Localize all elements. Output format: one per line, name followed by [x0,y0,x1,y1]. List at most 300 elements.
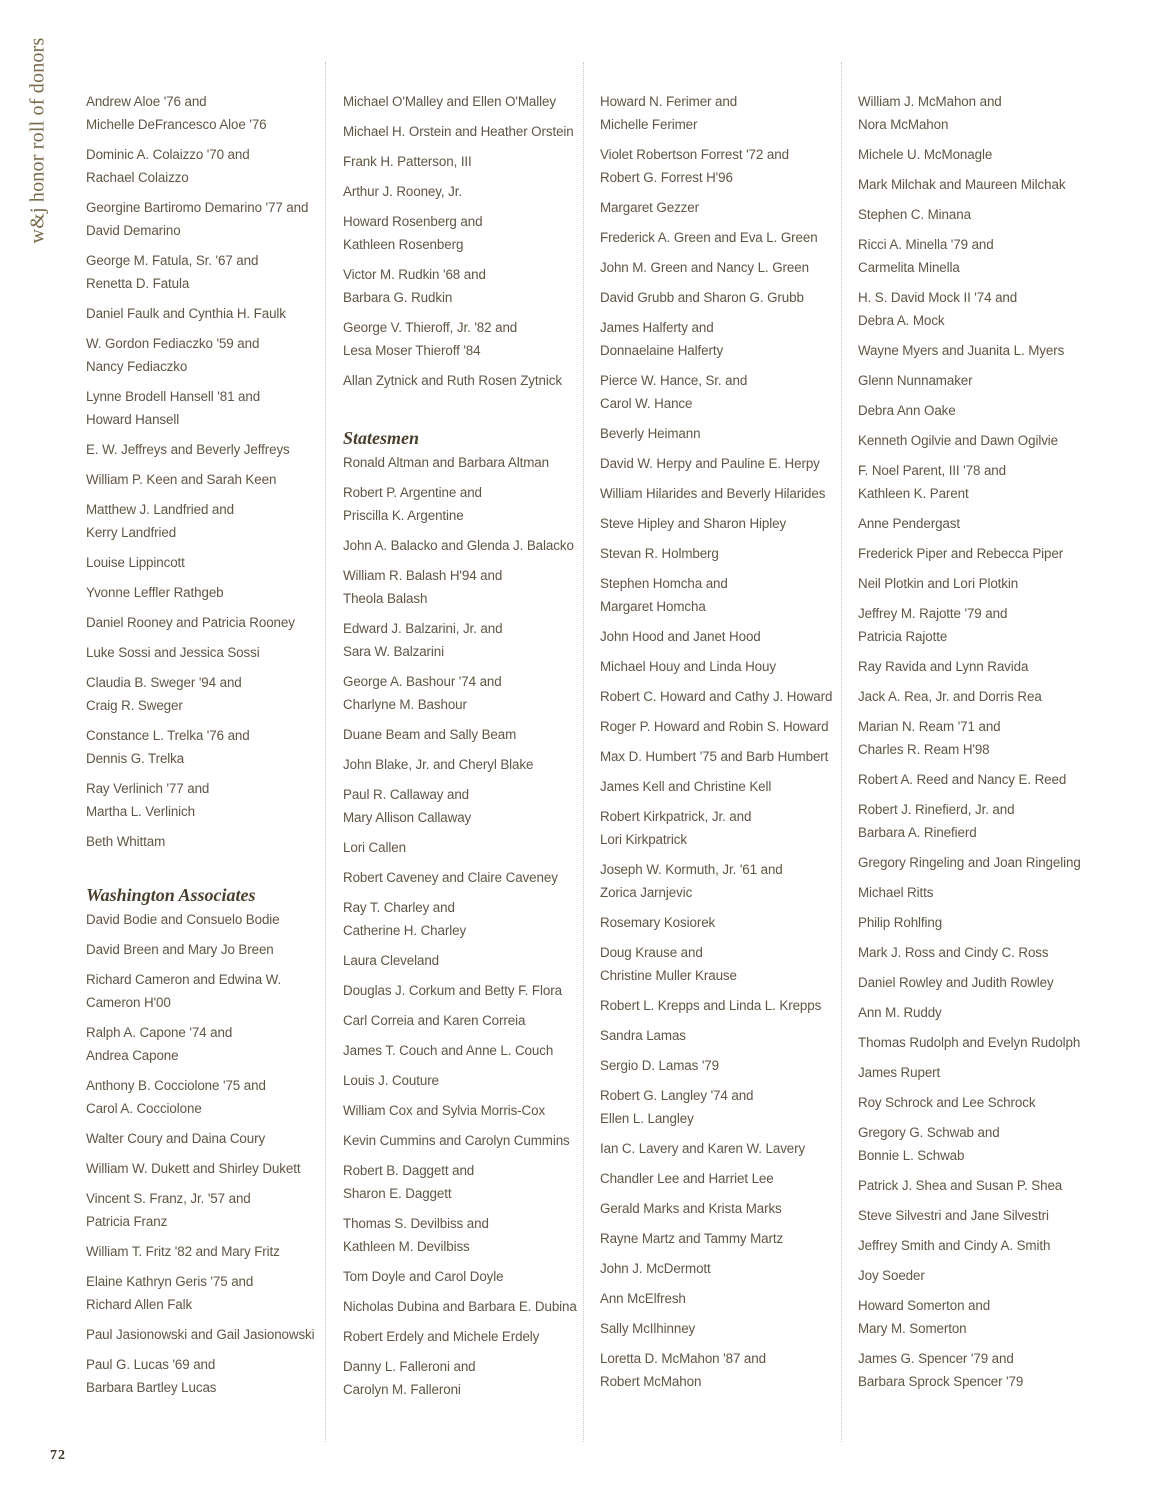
donor-name-line: Duane Beam and Sally Beam [343,727,517,742]
donor-name-line: Georgine Bartiromo Demarino '77 and [86,200,309,215]
donor-entry [600,745,845,768]
donor-name-line: John Blake, Jr. and Cheryl Blake [343,757,534,772]
donor-entry [858,851,1103,874]
donor-name-line: Stevan R. Holmberg [600,546,719,561]
donor-name-continuation: Renetta D. Fatula [86,276,190,291]
donor-name-line: Elaine Kathryn Geris '75 and [86,1274,254,1289]
donor-name-line: Louise Lippincott [86,555,185,570]
donor-name-continuation: Kathleen Rosenberg [343,237,464,252]
donor-name-line: Ronald Altman and Barbara Altman [343,455,549,470]
donor-entry [600,256,845,279]
donor-name-continuation: Priscilla K. Argentine [343,508,464,523]
donor-entry [600,1024,845,1047]
donor-entry [86,671,331,717]
donor-name-line: Roy Schrock and Lee Schrock [858,1095,1036,1110]
donor-level-heading: Washington Associates [86,885,256,905]
donor-entry [86,90,331,136]
donor-name-continuation: Robert McMahon [600,1374,702,1389]
donor-name-line: Thomas S. Devilbiss and [343,1216,489,1231]
donor-entry [86,1270,331,1316]
donor-entry [600,911,845,934]
donor-name-continuation: Michelle Ferimer [600,117,698,132]
donor-entry [343,90,588,113]
donor-name-continuation: Mary M. Somerton [858,1321,967,1336]
donor-name-line: John Hood and Janet Hood [600,629,761,644]
donor-name-line: Robert C. Howard and Cathy J. Howard [600,689,833,704]
donor-name-line: John A. Balacko and Glenda J. Balacko [343,538,574,553]
donor-entry [858,768,1103,791]
donor-name-continuation: Craig R. Sweger [86,698,183,713]
donor-name-line: Jeffrey Smith and Cindy A. Smith [858,1238,1051,1253]
donor-entry [86,468,331,491]
donor-name-continuation: Barbara G. Rudkin [343,290,453,305]
donor-name-line: Howard Rosenberg and [343,214,483,229]
donor-name-line: Marian N. Ream '71 and [858,719,1001,734]
donor-name-continuation: Theola Balash [343,591,428,606]
donor-entry [86,724,331,770]
donor-entry [600,542,845,565]
donor-entry [600,858,845,904]
donor-name-line: Rosemary Kosiorek [600,915,716,930]
donor-name-line: Doug Krause and [600,945,703,960]
donor-entry [86,1353,331,1399]
donor-name-line: Beth Whittam [86,834,166,849]
donor-entry [86,438,331,461]
donor-name-line: Robert Kirkpatrick, Jr. and [600,809,752,824]
donor-entry [858,90,1103,136]
donor-name-line: William J. McMahon and [858,94,1002,109]
donor-name-line: Kenneth Ogilvie and Dawn Ogilvie [858,433,1059,448]
donor-name-line: George V. Thieroff, Jr. '82 and [343,320,518,335]
donor-name-line: William P. Keen and Sarah Keen [86,472,277,487]
donor-name-line: Wayne Myers and Juanita L. Myers [858,343,1065,358]
donor-name-line: John J. McDermott [600,1261,711,1276]
donor-name-line: Claudia B. Sweger '94 and [86,675,242,690]
donor-name-line: Michael Houy and Linda Houy [600,659,776,674]
donor-name-line: Mark Milchak and Maureen Milchak [858,177,1066,192]
donor-name-line: Robert L. Krepps and Linda L. Krepps [600,998,822,1013]
donor-name-line: William Cox and Sylvia Morris-Cox [343,1103,546,1118]
donor-entry [343,1325,588,1348]
donor-name-line: Daniel Rowley and Judith Rowley [858,975,1054,990]
donor-name-line: Ray Verlinich '77 and [86,781,210,796]
donor-entry [858,1061,1103,1084]
donor-name-line: Philip Rohlfing [858,915,943,930]
donor-entry [86,332,331,378]
donor-name-line: Paul R. Callaway and [343,787,470,802]
donor-entry [343,1355,588,1401]
donor-entry [600,1287,845,1310]
donor-entry [600,1137,845,1160]
donor-name-continuation: Cameron H'00 [86,995,171,1010]
donor-entry [858,971,1103,994]
donor-column-3 [600,90,845,1400]
donor-entry [600,1257,845,1280]
donor-name-line: David Breen and Mary Jo Breen [86,942,274,957]
donor-name-line: Lori Callen [343,840,406,855]
donor-entry [343,534,588,557]
donor-name-line: Ralph A. Capone '74 and [86,1025,233,1040]
donor-entry [600,1054,845,1077]
donor-name-line: Rayne Martz and Tammy Martz [600,1231,784,1246]
donor-entry [343,617,588,663]
donor-entry [86,1157,331,1180]
donor-entry [858,941,1103,964]
donor-column-4 [858,90,1103,1400]
donor-name-line: Loretta D. McMahon '87 and [600,1351,766,1366]
donor-entry [600,805,845,851]
donor-name-line: James Kell and Christine Kell [600,779,772,794]
donor-entry [600,422,845,445]
donor-name-continuation: Catherine H. Charley [343,923,467,938]
donor-entry [858,429,1103,452]
donor-entry [858,233,1103,279]
donor-entry [343,753,588,776]
donor-name-line: Walter Coury and Daina Coury [86,1131,266,1146]
donor-name-line: Max D. Humbert '75 and Barb Humbert [600,749,829,764]
donor-name-continuation: Robert G. Forrest H'96 [600,170,733,185]
donor-name-line: Tom Doyle and Carol Doyle [343,1269,504,1284]
donor-name-continuation: Kerry Landfried [86,525,177,540]
donor-entry [343,481,588,527]
donor-name-continuation: Sharon E. Daggett [343,1186,452,1201]
donor-name-line: Louis J. Couture [343,1073,439,1088]
donor-column-2 [343,90,588,1408]
donor-name-line: Ian C. Lavery and Karen W. Lavery [600,1141,806,1156]
donor-entry [858,1264,1103,1287]
donor-name-continuation: Carolyn M. Falleroni [343,1382,461,1397]
donor-name-line: James T. Couch and Anne L. Couch [343,1043,554,1058]
donor-entry [343,1069,588,1092]
donor-name-line: William R. Balash H'94 and [343,568,503,583]
donor-name-line: Richard Cameron and Edwina W. [86,972,282,987]
donor-name-line: Michael H. Orstein and Heather Orstein [343,124,574,139]
donor-name-line: Allan Zytnick and Ruth Rosen Zytnick [343,373,562,388]
donor-entry [343,1039,588,1062]
donor-name-line: Sally McIlhinney [600,1321,696,1336]
donor-name-line: Victor M. Rudkin '68 and [343,267,486,282]
donor-entry [858,459,1103,505]
donor-entry [600,1084,845,1130]
donor-name-continuation: Patricia Franz [86,1214,168,1229]
donor-entry [858,798,1103,844]
donor-name-line: Stephen Homcha and [600,576,728,591]
donor-name-line: Howard N. Ferimer and [600,94,738,109]
donor-name-line: Sergio D. Lamas '79 [600,1058,720,1073]
donor-entry [600,316,845,362]
donor-entry [343,1129,588,1152]
donor-name-continuation: Sara W. Balzarini [343,644,444,659]
donor-name-line: Michael O'Malley and Ellen O'Malley [343,94,556,109]
donor-name-line: Ann M. Ruddy [858,1005,942,1020]
donor-name-continuation: Nancy Fediaczko [86,359,188,374]
donor-name-line: Jeffrey M. Rajotte '79 and [858,606,1008,621]
donor-entry [858,655,1103,678]
donor-name-line: John M. Green and Nancy L. Green [600,260,809,275]
donor-name-line: Constance L. Trelka '76 and [86,728,250,743]
donor-name-continuation: Barbara Sprock Spencer '79 [858,1374,1024,1389]
donor-name-line: Laura Cleveland [343,953,440,968]
donor-name-line: Paul Jasionowski and Gail Jasionowski [86,1327,315,1342]
donor-name-continuation: Ellen L. Langley [600,1111,694,1126]
donor-entry [343,836,588,859]
donor-name-line: Gregory Ringeling and Joan Ringeling [858,855,1081,870]
donor-entry [343,896,588,942]
donor-entry [86,908,331,931]
donor-level-heading: Statesmen [343,428,420,448]
donor-entry [858,572,1103,595]
donor-entry [600,775,845,798]
donor-name-continuation: Charles R. Ream H'98 [858,742,990,757]
donor-entry [343,316,588,362]
donor-name-continuation: Carol W. Hance [600,396,693,411]
donor-name-continuation: Lori Kirkpatrick [600,832,687,847]
donor-name-line: Gregory G. Schwab and [858,1125,1000,1140]
donor-entry [858,911,1103,934]
donor-name-line: Beverly Heimann [600,426,701,441]
donor-entry [86,968,331,1014]
donor-name-line: Jack A. Rea, Jr. and Dorris Rea [858,689,1042,704]
donor-entry [600,625,845,648]
donor-entry [343,1159,588,1205]
donor-column-1 [86,90,331,1406]
donor-name-line: David Bodie and Consuelo Bodie [86,912,280,927]
donor-name-continuation: Zorica Jarnjevic [600,885,693,900]
page-number: 72 [50,1448,66,1463]
donor-entry [86,498,331,544]
donor-entry [343,979,588,1002]
donor-name-line: Joseph W. Kormuth, Jr. '61 and [600,862,783,877]
donor-entry [86,611,331,634]
donor-entry [86,551,331,574]
donor-entry [600,1347,845,1393]
donor-name-continuation: Carol A. Cocciolone [86,1101,202,1116]
donor-name-line: Ray Ravida and Lynn Ravida [858,659,1029,674]
donor-entry [858,1001,1103,1024]
donor-entry [86,249,331,295]
donor-entry [343,150,588,173]
donor-name-continuation: Christine Muller Krause [600,968,737,983]
donor-name-line: Luke Sossi and Jessica Sossi [86,645,260,660]
donor-entry [600,941,845,987]
donor-entry [343,369,588,392]
donor-name-line: Joy Soeder [858,1268,925,1283]
donor-name-continuation: Barbara A. Rinefierd [858,825,977,840]
donor-entry [858,1121,1103,1167]
donor-name-line: Robert B. Daggett and [343,1163,475,1178]
donor-entry [858,1234,1103,1257]
donor-entry [600,90,845,136]
side-title-text: w&j honor roll of donors [26,37,49,243]
donor-entry [343,210,588,256]
donor-entry [343,783,588,829]
donor-name-line: William Hilarides and Beverly Hilarides [600,486,826,501]
donor-entry [858,369,1103,392]
donor-name-continuation: Kathleen M. Devilbiss [343,1239,470,1254]
donor-entry [86,1187,331,1233]
donor-name-line: Robert A. Reed and Nancy E. Reed [858,772,1067,787]
donor-entry [600,452,845,475]
donor-name-continuation: Charlyne M. Bashour [343,697,467,712]
donor-name-continuation: Michelle DeFrancesco Aloe '76 [86,117,267,132]
donor-entry [858,203,1103,226]
donor-name-line: Violet Robertson Forrest '72 and [600,147,789,162]
donor-name-line: William T. Fritz '82 and Mary Fritz [86,1244,280,1259]
donor-entry [600,1227,845,1250]
donor-name-line: Nicholas Dubina and Barbara E. Dubina [343,1299,577,1314]
donor-entry [343,451,588,474]
donor-name-line: Kevin Cummins and Carolyn Cummins [343,1133,570,1148]
donor-entry [343,180,588,203]
donor-entry [600,143,845,189]
donor-entry [343,670,588,716]
donor-name-continuation: Barbara Bartley Lucas [86,1380,217,1395]
section-side-title [26,37,50,243]
donor-entry [86,777,331,823]
donor-entry [600,1167,845,1190]
donor-entry [858,1091,1103,1114]
donor-name-continuation: Dennis G. Trelka [86,751,185,766]
donor-name-line: Carl Correia and Karen Correia [343,1013,526,1028]
donor-entry [86,581,331,604]
donor-entry [858,1204,1103,1227]
donor-entry [600,482,845,505]
donor-name-line: Arthur J. Rooney, Jr. [343,184,462,199]
donor-name-line: Anne Pendergast [858,516,960,531]
donor-name-continuation: Margaret Homcha [600,599,706,614]
donor-name-line: Margaret Gezzer [600,200,699,215]
donor-name-line: Steve Silvestri and Jane Silvestri [858,1208,1049,1223]
donor-entry [600,655,845,678]
donor-name-line: Danny L. Falleroni and [343,1359,476,1374]
donor-name-line: Sandra Lamas [600,1028,686,1043]
donor-name-line: James Rupert [858,1065,941,1080]
donor-entry [343,866,588,889]
donor-name-line: Matthew J. Landfried and [86,502,234,517]
donor-entry [343,1212,588,1258]
donor-name-line: Daniel Faulk and Cynthia H. Faulk [86,306,286,321]
donor-name-line: Robert P. Argentine and [343,485,482,500]
donor-name-continuation: Martha L. Verlinich [86,804,195,819]
donor-entry [858,685,1103,708]
donor-name-line: Michael Ritts [858,885,934,900]
donor-name-line: Steve Hipley and Sharon Hipley [600,516,787,531]
donor-entry [858,286,1103,332]
donor-name-line: Stephen C. Minana [858,207,971,222]
donor-entry [858,602,1103,648]
donor-name-continuation: Mary Allison Callaway [343,810,472,825]
donor-entry [600,369,845,415]
donor-entry [343,1295,588,1318]
donor-name-line: Anthony B. Cocciolone '75 and [86,1078,266,1093]
donor-entry [858,1174,1103,1197]
donor-entry [858,339,1103,362]
donor-name-line: Daniel Rooney and Patricia Rooney [86,615,295,630]
donor-name-line: Ricci A. Minella '79 and [858,237,994,252]
donor-entry [343,1009,588,1032]
donor-name-line: George A. Bashour '74 and [343,674,502,689]
donor-name-line: Lynne Brodell Hansell '81 and [86,389,261,404]
donor-name-line: Ann McElfresh [600,1291,686,1306]
donor-name-continuation: Howard Hansell [86,412,180,427]
donor-name-continuation: Nora McMahon [858,117,949,132]
donor-entry [858,143,1103,166]
donor-entry [858,881,1103,904]
donor-entry [86,196,331,242]
donor-entry [600,1317,845,1340]
donor-name-line: David Grubb and Sharon G. Grubb [600,290,804,305]
donor-name-line: Patrick J. Shea and Susan P. Shea [858,1178,1063,1193]
donor-entry [600,196,845,219]
donor-entry [86,302,331,325]
donor-name-line: Andrew Aloe '76 and [86,94,207,109]
donor-entry [600,1197,845,1220]
donor-name-continuation: Lesa Moser Thieroff '84 [343,343,481,358]
donor-entry [858,173,1103,196]
donor-name-continuation: Debra A. Mock [858,313,945,328]
donor-name-line: Douglas J. Corkum and Betty F. Flora [343,983,562,998]
donor-entry [600,685,845,708]
donor-name-line: Yvonne Leffler Rathgeb [86,585,224,600]
donor-name-line: Edward J. Balzarini, Jr. and [343,621,503,636]
donor-entry [858,542,1103,565]
donor-name-line: George M. Fatula, Sr. '67 and [86,253,259,268]
donor-entry [858,715,1103,761]
donor-entry [600,715,845,738]
donor-name-continuation: Donnaelaine Halferty [600,343,724,358]
donor-name-line: Roger P. Howard and Robin S. Howard [600,719,829,734]
donor-entry [86,1323,331,1346]
donor-name-line: Neil Plotkin and Lori Plotkin [858,576,1019,591]
donor-name-continuation: Carmelita Minella [858,260,960,275]
donor-entry [86,641,331,664]
donor-name-line: Robert G. Langley '74 and [600,1088,754,1103]
donor-entry [86,1127,331,1150]
donor-name-line: Glenn Nunnamaker [858,373,973,388]
donor-name-line: E. W. Jeffreys and Beverly Jeffreys [86,442,290,457]
donor-name-line: Gerald Marks and Krista Marks [600,1201,782,1216]
donor-entry [343,723,588,746]
donor-entry [858,512,1103,535]
donor-name-line: Dominic A. Colaizzo '70 and [86,147,250,162]
donor-entry [343,1099,588,1122]
donor-entry [343,120,588,143]
donor-name-continuation: Kathleen K. Parent [858,486,969,501]
donor-name-line: F. Noel Parent, III '78 and [858,463,1006,478]
donor-entry [86,938,331,961]
donor-name-line: Robert Caveney and Claire Caveney [343,870,558,885]
donor-entry [600,572,845,618]
donor-entry [86,385,331,431]
donor-name-line: Chandler Lee and Harriet Lee [600,1171,774,1186]
donor-name-line: H. S. David Mock II '74 and [858,290,1018,305]
donor-name-line: Debra Ann Oake [858,403,956,418]
donor-entry [343,1265,588,1288]
donor-name-line: Ray T. Charley and [343,900,455,915]
donor-entry [343,564,588,610]
donor-entry [86,143,331,189]
donor-entry [86,1021,331,1067]
donor-entry [600,994,845,1017]
donor-entry [600,226,845,249]
donor-name-line: Paul G. Lucas '69 and [86,1357,216,1372]
donor-name-line: Michele U. McMonagle [858,147,993,162]
donor-name-continuation: Bonnie L. Schwab [858,1148,965,1163]
donor-name-line: Frederick A. Green and Eva L. Green [600,230,818,245]
donor-entry [86,1240,331,1263]
donor-entry [858,1347,1103,1393]
donor-name-continuation: Rachael Colaizzo [86,170,189,185]
